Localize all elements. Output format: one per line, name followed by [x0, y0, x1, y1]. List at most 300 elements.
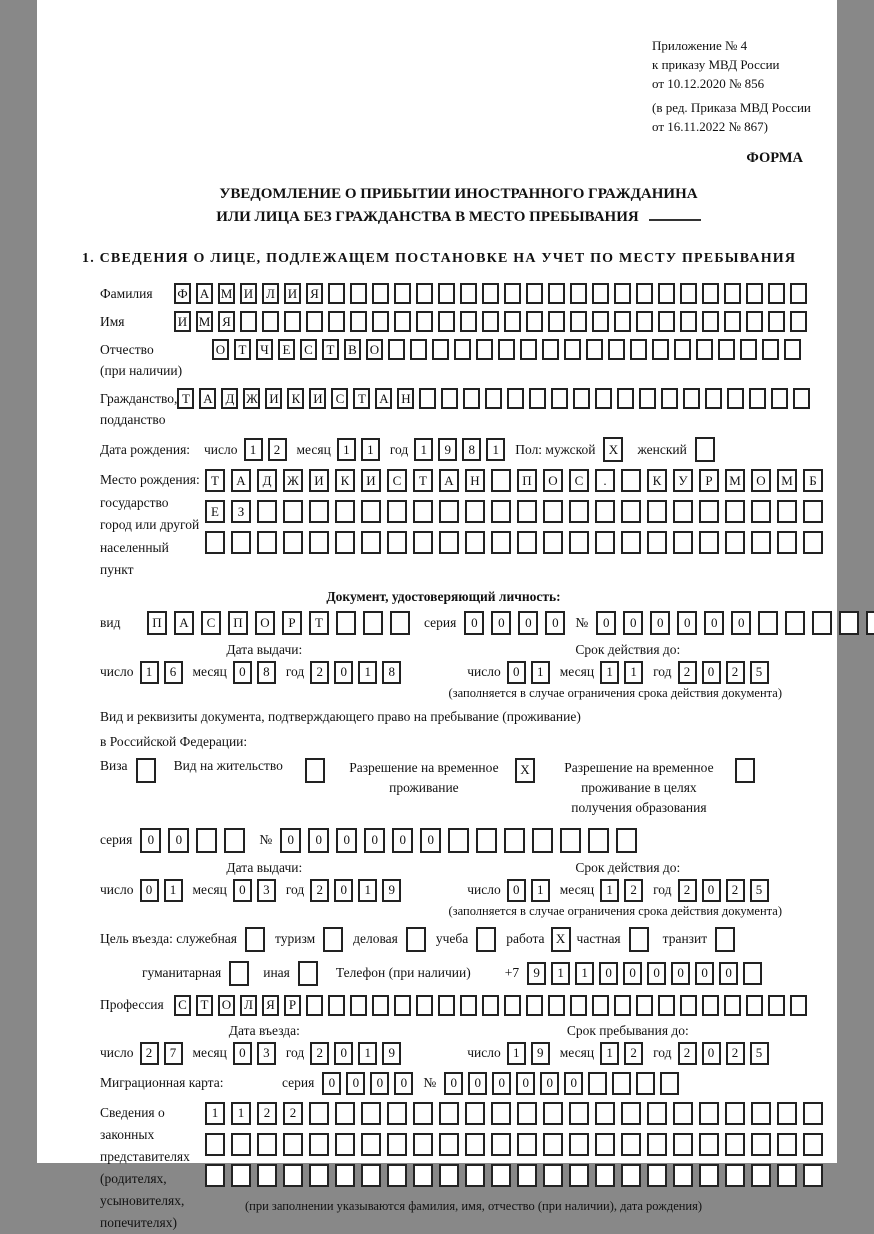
char-cell[interactable]: 2	[310, 879, 329, 902]
char-cell[interactable]: 0	[623, 962, 642, 985]
char-cell[interactable]	[702, 995, 719, 1016]
char-cell[interactable]: 0	[464, 611, 484, 635]
char-cell[interactable]	[460, 283, 477, 304]
char-cell[interactable]	[639, 388, 656, 409]
char-cell[interactable]	[696, 339, 713, 360]
char-cell[interactable]: 0	[647, 962, 666, 985]
char-cell[interactable]: 2	[283, 1102, 303, 1125]
char-cell[interactable]: 0	[308, 828, 329, 853]
char-cell[interactable]	[350, 311, 367, 332]
char-cell[interactable]	[229, 961, 249, 986]
char-cell[interactable]	[592, 311, 609, 332]
char-cell[interactable]	[674, 339, 691, 360]
char-cell[interactable]: 0	[334, 879, 353, 902]
char-cell[interactable]	[335, 1102, 355, 1125]
char-cell[interactable]	[673, 1133, 693, 1156]
char-cell[interactable]: 1	[337, 438, 356, 461]
char-cell[interactable]	[803, 1164, 823, 1187]
char-cell[interactable]	[205, 531, 225, 554]
char-cell[interactable]	[416, 283, 433, 304]
char-cell[interactable]	[416, 995, 433, 1016]
char-cell[interactable]: 0	[650, 611, 670, 635]
char-cell[interactable]: К	[287, 388, 304, 409]
char-cell[interactable]: И	[309, 469, 329, 492]
char-cell[interactable]	[388, 339, 405, 360]
char-cell[interactable]: М	[725, 469, 745, 492]
char-cell[interactable]	[784, 339, 801, 360]
char-cell[interactable]	[768, 311, 785, 332]
char-cell[interactable]	[680, 283, 697, 304]
char-cell[interactable]	[482, 311, 499, 332]
char-cell[interactable]: 0	[334, 661, 353, 684]
char-cell[interactable]	[476, 339, 493, 360]
char-cell[interactable]	[705, 388, 722, 409]
char-cell[interactable]	[680, 995, 697, 1016]
char-cell[interactable]: 8	[382, 661, 401, 684]
char-cell[interactable]	[751, 1102, 771, 1125]
char-cell[interactable]: С	[569, 469, 589, 492]
char-cell[interactable]	[517, 500, 537, 523]
char-cell[interactable]: Б	[803, 469, 823, 492]
char-cell[interactable]	[504, 828, 525, 853]
char-cell[interactable]	[335, 1164, 355, 1187]
char-cell[interactable]	[636, 995, 653, 1016]
char-cell[interactable]: 1	[531, 661, 550, 684]
char-cell[interactable]	[361, 1133, 381, 1156]
char-cell[interactable]	[743, 962, 762, 985]
char-cell[interactable]	[621, 469, 641, 492]
char-cell[interactable]: 0	[516, 1072, 535, 1095]
char-cell[interactable]	[205, 1164, 225, 1187]
char-cell[interactable]: 0	[168, 828, 189, 853]
char-cell[interactable]: О	[212, 339, 229, 360]
char-cell[interactable]	[283, 500, 303, 523]
char-cell[interactable]	[790, 995, 807, 1016]
char-cell[interactable]	[564, 339, 581, 360]
char-cell[interactable]	[387, 531, 407, 554]
char-cell[interactable]	[498, 339, 515, 360]
char-cell[interactable]: 0	[420, 828, 441, 853]
char-cell[interactable]	[460, 995, 477, 1016]
char-cell[interactable]	[413, 1102, 433, 1125]
char-cell[interactable]	[504, 995, 521, 1016]
char-cell[interactable]	[762, 339, 779, 360]
char-cell[interactable]	[476, 828, 497, 853]
char-cell[interactable]	[595, 500, 615, 523]
char-cell[interactable]	[699, 1102, 719, 1125]
char-cell[interactable]	[647, 1164, 667, 1187]
char-cell[interactable]	[660, 1072, 679, 1095]
char-cell[interactable]	[636, 283, 653, 304]
char-cell[interactable]: 0	[695, 962, 714, 985]
char-cell[interactable]: Р	[284, 995, 301, 1016]
char-cell[interactable]	[543, 531, 563, 554]
char-cell[interactable]: 0	[491, 611, 511, 635]
char-cell[interactable]	[491, 469, 511, 492]
char-cell[interactable]: С	[387, 469, 407, 492]
char-cell[interactable]	[746, 995, 763, 1016]
char-cell[interactable]	[695, 437, 715, 462]
char-cell[interactable]	[771, 388, 788, 409]
char-cell[interactable]	[439, 1133, 459, 1156]
char-cell[interactable]	[485, 388, 502, 409]
char-cell[interactable]	[526, 311, 543, 332]
char-cell[interactable]	[245, 927, 265, 952]
char-cell[interactable]	[491, 531, 511, 554]
char-cell[interactable]	[647, 500, 667, 523]
char-cell[interactable]	[569, 500, 589, 523]
char-cell[interactable]	[768, 995, 785, 1016]
char-cell[interactable]	[588, 828, 609, 853]
char-cell[interactable]	[394, 995, 411, 1016]
char-cell[interactable]	[699, 531, 719, 554]
char-cell[interactable]	[520, 339, 537, 360]
char-cell[interactable]: М	[196, 311, 213, 332]
char-cell[interactable]	[790, 311, 807, 332]
char-cell[interactable]	[196, 828, 217, 853]
char-cell[interactable]: 6	[164, 661, 183, 684]
char-cell[interactable]	[283, 1133, 303, 1156]
char-cell[interactable]: Т	[196, 995, 213, 1016]
char-cell[interactable]	[240, 311, 257, 332]
char-cell[interactable]	[410, 339, 427, 360]
char-cell[interactable]: 2	[310, 661, 329, 684]
char-cell[interactable]: К	[647, 469, 667, 492]
char-cell[interactable]	[803, 531, 823, 554]
char-cell[interactable]	[491, 1164, 511, 1187]
char-cell[interactable]	[614, 995, 631, 1016]
char-cell[interactable]: 0	[599, 962, 618, 985]
char-cell[interactable]: С	[201, 611, 221, 635]
char-cell[interactable]: Р	[282, 611, 302, 635]
char-cell[interactable]	[777, 531, 797, 554]
char-cell[interactable]	[560, 828, 581, 853]
char-cell[interactable]: Д	[257, 469, 277, 492]
char-cell[interactable]	[504, 311, 521, 332]
char-cell[interactable]	[621, 531, 641, 554]
char-cell[interactable]	[724, 283, 741, 304]
char-cell[interactable]: 5	[750, 879, 769, 902]
char-cell[interactable]: 1	[358, 1042, 377, 1065]
char-cell[interactable]	[372, 995, 389, 1016]
char-cell[interactable]	[257, 531, 277, 554]
char-cell[interactable]	[439, 531, 459, 554]
char-cell[interactable]: Л	[262, 283, 279, 304]
char-cell[interactable]: 0	[702, 661, 721, 684]
char-cell[interactable]: 0	[545, 611, 565, 635]
char-cell[interactable]: 0	[346, 1072, 365, 1095]
char-cell[interactable]: 0	[140, 828, 161, 853]
char-cell[interactable]	[746, 283, 763, 304]
char-cell[interactable]	[465, 1102, 485, 1125]
char-cell[interactable]: 1	[358, 879, 377, 902]
char-cell[interactable]	[231, 531, 251, 554]
char-cell[interactable]: Я	[218, 311, 235, 332]
char-cell[interactable]: 8	[462, 438, 481, 461]
char-cell[interactable]: С	[331, 388, 348, 409]
char-cell[interactable]: П	[517, 469, 537, 492]
char-cell[interactable]	[570, 995, 587, 1016]
char-cell[interactable]	[839, 611, 859, 635]
char-cell[interactable]: 0	[702, 1042, 721, 1065]
char-cell[interactable]	[614, 283, 631, 304]
char-cell[interactable]: М	[777, 469, 797, 492]
char-cell[interactable]: 0	[336, 828, 357, 853]
char-cell[interactable]: 9	[382, 879, 401, 902]
char-cell[interactable]	[491, 1102, 511, 1125]
char-cell[interactable]: 0	[596, 611, 616, 635]
char-cell[interactable]	[777, 1102, 797, 1125]
char-cell[interactable]	[715, 927, 735, 952]
char-cell[interactable]	[491, 1133, 511, 1156]
char-cell[interactable]: 1	[486, 438, 505, 461]
char-cell[interactable]: 0	[370, 1072, 389, 1095]
char-cell[interactable]	[595, 1102, 615, 1125]
char-cell[interactable]: 1	[231, 1102, 251, 1125]
char-cell[interactable]: У	[673, 469, 693, 492]
char-cell[interactable]: Я	[262, 995, 279, 1016]
char-cell[interactable]	[328, 311, 345, 332]
char-cell[interactable]: Т	[234, 339, 251, 360]
char-cell[interactable]	[306, 995, 323, 1016]
char-cell[interactable]: 2	[678, 879, 697, 902]
char-cell[interactable]	[866, 611, 874, 635]
char-cell[interactable]	[790, 283, 807, 304]
char-cell[interactable]	[683, 388, 700, 409]
char-cell[interactable]	[777, 500, 797, 523]
char-cell[interactable]: 1	[624, 661, 643, 684]
char-cell[interactable]: Т	[309, 611, 329, 635]
char-cell[interactable]: 9	[382, 1042, 401, 1065]
char-cell[interactable]	[595, 388, 612, 409]
char-cell[interactable]: 7	[164, 1042, 183, 1065]
char-cell[interactable]	[361, 531, 381, 554]
char-cell[interactable]: 1	[600, 1042, 619, 1065]
char-cell[interactable]	[394, 311, 411, 332]
char-cell[interactable]: 1	[140, 661, 159, 684]
char-cell[interactable]	[529, 388, 546, 409]
char-cell[interactable]: 2	[678, 1042, 697, 1065]
char-cell[interactable]	[725, 1102, 745, 1125]
char-cell[interactable]	[777, 1133, 797, 1156]
char-cell[interactable]: С	[300, 339, 317, 360]
char-cell[interactable]	[724, 311, 741, 332]
char-cell[interactable]	[803, 500, 823, 523]
char-cell[interactable]	[658, 283, 675, 304]
char-cell[interactable]: 1	[244, 438, 263, 461]
char-cell[interactable]: К	[335, 469, 355, 492]
char-cell[interactable]: М	[218, 283, 235, 304]
char-cell[interactable]	[699, 1164, 719, 1187]
char-cell[interactable]	[724, 995, 741, 1016]
char-cell[interactable]	[592, 995, 609, 1016]
char-cell[interactable]	[335, 1133, 355, 1156]
char-cell[interactable]	[616, 828, 637, 853]
char-cell[interactable]	[465, 1133, 485, 1156]
char-cell[interactable]	[543, 1133, 563, 1156]
char-cell[interactable]	[517, 531, 537, 554]
char-cell[interactable]	[621, 1164, 641, 1187]
char-cell[interactable]	[441, 388, 458, 409]
char-cell[interactable]	[803, 1102, 823, 1125]
char-cell[interactable]	[439, 500, 459, 523]
char-cell[interactable]: Д	[221, 388, 238, 409]
char-cell[interactable]	[652, 339, 669, 360]
char-cell[interactable]	[725, 531, 745, 554]
char-cell[interactable]	[413, 1164, 433, 1187]
char-cell[interactable]: И	[265, 388, 282, 409]
char-cell[interactable]: А	[196, 283, 213, 304]
char-cell[interactable]: 0	[392, 828, 413, 853]
char-cell[interactable]: Т	[205, 469, 225, 492]
char-cell[interactable]: 1	[531, 879, 550, 902]
char-cell[interactable]	[636, 1072, 655, 1095]
char-cell[interactable]: А	[375, 388, 392, 409]
char-cell[interactable]	[725, 1164, 745, 1187]
char-cell[interactable]	[419, 388, 436, 409]
char-cell[interactable]	[517, 1133, 537, 1156]
char-cell[interactable]: 0	[507, 661, 526, 684]
char-cell[interactable]: 0	[233, 879, 252, 902]
char-cell[interactable]: А	[199, 388, 216, 409]
char-cell[interactable]: 0	[334, 1042, 353, 1065]
char-cell[interactable]	[526, 995, 543, 1016]
char-cell[interactable]	[630, 339, 647, 360]
char-cell[interactable]: 2	[726, 1042, 745, 1065]
char-cell[interactable]: 0	[677, 611, 697, 635]
char-cell[interactable]	[673, 1102, 693, 1125]
char-cell[interactable]	[262, 311, 279, 332]
char-cell[interactable]	[551, 388, 568, 409]
char-cell[interactable]	[614, 311, 631, 332]
char-cell[interactable]: Т	[413, 469, 433, 492]
char-cell[interactable]	[335, 531, 355, 554]
char-cell[interactable]	[749, 388, 766, 409]
char-cell[interactable]	[777, 1164, 797, 1187]
char-cell[interactable]	[621, 500, 641, 523]
char-cell[interactable]: П	[228, 611, 248, 635]
char-cell[interactable]: 0	[507, 879, 526, 902]
char-cell[interactable]	[702, 311, 719, 332]
char-cell[interactable]	[548, 283, 565, 304]
char-cell[interactable]: 0	[140, 879, 159, 902]
char-cell[interactable]	[432, 339, 449, 360]
char-cell[interactable]: 0	[233, 661, 252, 684]
char-cell[interactable]	[361, 500, 381, 523]
char-cell[interactable]	[751, 1164, 771, 1187]
char-cell[interactable]: Е	[278, 339, 295, 360]
char-cell[interactable]	[768, 283, 785, 304]
char-cell[interactable]	[746, 311, 763, 332]
char-cell[interactable]	[283, 1164, 303, 1187]
char-cell[interactable]	[570, 311, 587, 332]
char-cell[interactable]	[257, 1133, 277, 1156]
char-cell[interactable]: Т	[177, 388, 194, 409]
char-cell[interactable]: 2	[310, 1042, 329, 1065]
char-cell[interactable]	[336, 611, 356, 635]
char-cell[interactable]	[812, 611, 832, 635]
char-cell[interactable]	[570, 283, 587, 304]
char-cell[interactable]	[387, 1102, 407, 1125]
char-cell[interactable]	[328, 995, 345, 1016]
char-cell[interactable]: 2	[726, 879, 745, 902]
char-cell[interactable]: X	[515, 758, 535, 783]
char-cell[interactable]	[751, 531, 771, 554]
char-cell[interactable]: Е	[205, 500, 225, 523]
char-cell[interactable]: А	[174, 611, 194, 635]
char-cell[interactable]	[413, 500, 433, 523]
char-cell[interactable]: 0	[671, 962, 690, 985]
char-cell[interactable]	[702, 283, 719, 304]
char-cell[interactable]	[482, 283, 499, 304]
char-cell[interactable]	[309, 531, 329, 554]
char-cell[interactable]: 5	[750, 661, 769, 684]
char-cell[interactable]: 8	[257, 661, 276, 684]
char-cell[interactable]: И	[284, 283, 301, 304]
char-cell[interactable]: 0	[394, 1072, 413, 1095]
char-cell[interactable]: 3	[257, 1042, 276, 1065]
char-cell[interactable]: С	[174, 995, 191, 1016]
char-cell[interactable]	[588, 1072, 607, 1095]
char-cell[interactable]: 2	[726, 661, 745, 684]
char-cell[interactable]	[387, 1164, 407, 1187]
char-cell[interactable]	[372, 311, 389, 332]
char-cell[interactable]: 0	[564, 1072, 583, 1095]
char-cell[interactable]	[586, 339, 603, 360]
char-cell[interactable]: 1	[507, 1042, 526, 1065]
char-cell[interactable]	[543, 1102, 563, 1125]
char-cell[interactable]: Ф	[174, 283, 191, 304]
char-cell[interactable]: 1	[575, 962, 594, 985]
char-cell[interactable]: 0	[704, 611, 724, 635]
char-cell[interactable]	[283, 531, 303, 554]
char-cell[interactable]	[617, 388, 634, 409]
char-cell[interactable]	[725, 500, 745, 523]
char-cell[interactable]	[542, 339, 559, 360]
char-cell[interactable]	[699, 500, 719, 523]
char-cell[interactable]	[751, 1133, 771, 1156]
char-cell[interactable]	[532, 828, 553, 853]
char-cell[interactable]	[548, 995, 565, 1016]
char-cell[interactable]	[727, 388, 744, 409]
char-cell[interactable]	[608, 339, 625, 360]
char-cell[interactable]	[460, 311, 477, 332]
char-cell[interactable]: И	[240, 283, 257, 304]
char-cell[interactable]	[438, 311, 455, 332]
char-cell[interactable]	[491, 500, 511, 523]
char-cell[interactable]	[595, 531, 615, 554]
char-cell[interactable]	[298, 961, 318, 986]
char-cell[interactable]	[257, 1164, 277, 1187]
char-cell[interactable]: О	[366, 339, 383, 360]
char-cell[interactable]	[785, 611, 805, 635]
char-cell[interactable]	[328, 283, 345, 304]
char-cell[interactable]: 1	[414, 438, 433, 461]
char-cell[interactable]	[612, 1072, 631, 1095]
char-cell[interactable]	[309, 1102, 329, 1125]
char-cell[interactable]	[372, 283, 389, 304]
char-cell[interactable]: Ж	[243, 388, 260, 409]
char-cell[interactable]	[482, 995, 499, 1016]
char-cell[interactable]: 1	[600, 879, 619, 902]
char-cell[interactable]: П	[147, 611, 167, 635]
char-cell[interactable]	[363, 611, 383, 635]
char-cell[interactable]	[621, 1133, 641, 1156]
char-cell[interactable]: 3	[257, 879, 276, 902]
char-cell[interactable]: О	[218, 995, 235, 1016]
char-cell[interactable]	[476, 927, 496, 952]
char-cell[interactable]: 0	[468, 1072, 487, 1095]
